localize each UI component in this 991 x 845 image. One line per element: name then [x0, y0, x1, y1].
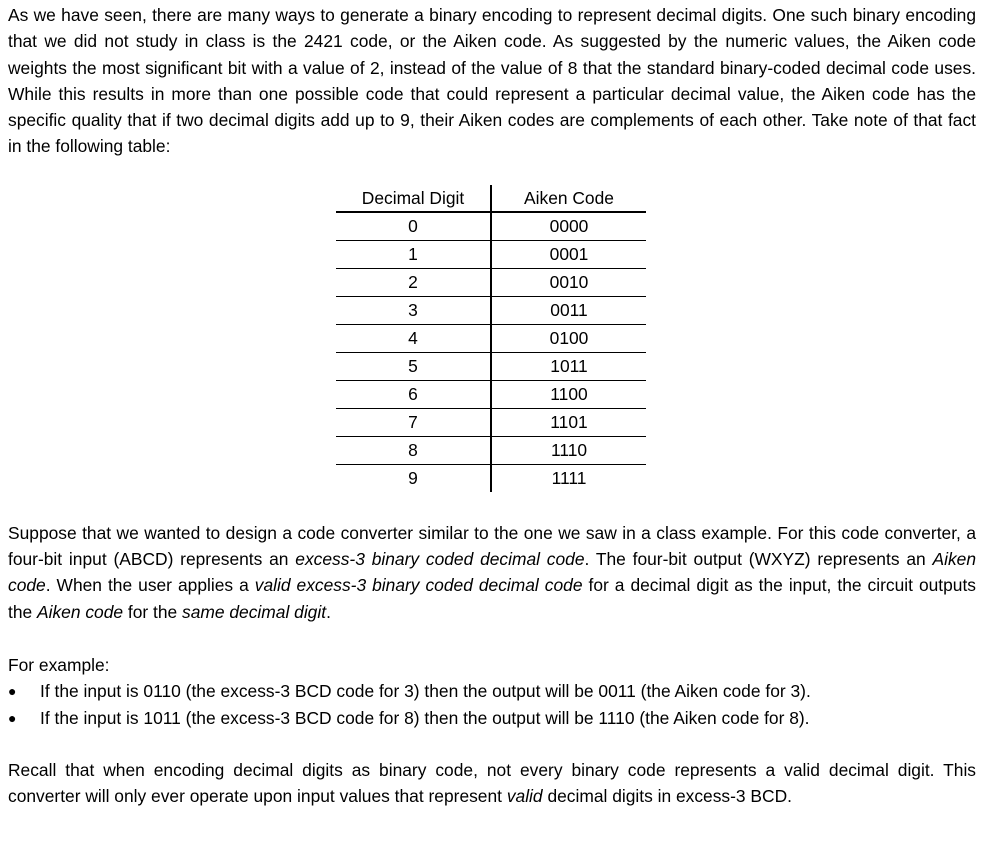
- table-row: [336, 352, 646, 380]
- table-header-row: [336, 185, 646, 212]
- aiken-code-cell: 0000: [491, 212, 646, 241]
- aiken-table-container: [336, 185, 646, 492]
- examples-section: [8, 652, 976, 731]
- converter-emphasis: excess-3 binary coded decimal code: [295, 549, 585, 570]
- aiken-code-cell: 1110: [491, 436, 646, 464]
- aiken-code-cell: 1011: [491, 352, 646, 380]
- example-text: If the input is 1011 (the excess-3 BCD code for 8) then the output will be 1110 (the Aiken code for 8).: [40, 707, 810, 728]
- converter-text: for the: [123, 601, 183, 622]
- recall-text: Recall that when encoding decimal digits as binary code, not every binary code represents a valid decimal digit. This converter will only ever operate upon input values that represent: [8, 759, 976, 807]
- recall-text: decimal digits in excess-3 BCD.: [542, 786, 792, 807]
- table-row: [336, 212, 646, 241]
- table-row: [336, 296, 646, 324]
- converter-emphasis: Aiken code: [8, 549, 976, 596]
- converter-text: for a decimal digit as the input, the circuit outputs the: [8, 575, 976, 622]
- decimal-digit-cell: 3: [336, 296, 491, 324]
- table-row: [336, 380, 646, 408]
- aiken-code-cell: 0010: [491, 268, 646, 296]
- bullet-icon: ●: [8, 683, 17, 700]
- converter-paragraph: [8, 520, 976, 625]
- decimal-digit-cell: 7: [336, 408, 491, 436]
- decimal-digit-cell: 6: [336, 380, 491, 408]
- bullet-icon: ●: [8, 709, 17, 726]
- intro-paragraph: As we have seen, there are many ways to generate a binary encoding to represent decimal digits. One such binary encoding that we did not study in class is the 2421 code, or the Aiken code. As suggested by the numeric values, the Aiken code weights the most significant bit with a value of 2, instead of the value of 8 that the standard binary-coded decimal code uses. While this results in more than one possible code that could represent a particular decimal value, the Aiken code has the specific quality that if two decimal digits add up to 9, their Aiken codes are complements of each other. Take note of that fact in the following table:: [8, 5, 976, 157]
- decimal-digit-cell: 2: [336, 268, 491, 296]
- decimal-digit-cell: 5: [336, 352, 491, 380]
- table-row: [336, 464, 646, 492]
- header-decimal-digit: Decimal Digit: [336, 185, 491, 212]
- table-row: [336, 240, 646, 268]
- document-page: [8, 2, 976, 809]
- converter-emphasis: valid excess-3 binary coded decimal code: [254, 575, 583, 596]
- aiken-code-cell: 0011: [491, 296, 646, 324]
- converter-text: . The four-bit output (WXYZ) represents an: [584, 549, 933, 570]
- converter-text: Suppose that we wanted to design a code converter similar to the one we saw in a class example. For this code converter, a four-bit input (ABCD) represents an: [8, 522, 976, 570]
- example-text: If the input is 0110 (the excess-3 BCD code for 3) then the output will be 0011 (the Aiken code for 3).: [40, 681, 811, 702]
- aiken-code-table: [336, 185, 646, 492]
- aiken-code-cell: 0100: [491, 324, 646, 352]
- recall-paragraph: [8, 757, 976, 810]
- converter-emphasis: same decimal digit: [182, 601, 327, 622]
- decimal-digit-cell: 4: [336, 324, 491, 352]
- list-item: [8, 705, 976, 731]
- converter-emphasis: Aiken code: [37, 601, 124, 622]
- table-row: [336, 268, 646, 296]
- table-row: [336, 324, 646, 352]
- examples-list: [8, 678, 976, 731]
- decimal-digit-cell: 8: [336, 436, 491, 464]
- decimal-digit-cell: 9: [336, 464, 491, 492]
- table-row: [336, 436, 646, 464]
- list-item: [8, 678, 976, 704]
- header-aiken-code: Aiken Code: [491, 185, 646, 212]
- examples-heading: For example:: [8, 654, 110, 675]
- table-row: [336, 408, 646, 436]
- aiken-code-cell: 1111: [551, 468, 587, 489]
- converter-text: . When the user applies a: [45, 575, 255, 596]
- aiken-code-cell: 1100: [491, 380, 646, 408]
- decimal-digit-cell: 1: [336, 240, 491, 268]
- aiken-code-cell: 0001: [491, 240, 646, 268]
- aiken-code-cell: 1101: [491, 408, 646, 436]
- recall-emphasis: valid: [506, 786, 543, 807]
- decimal-digit-cell: 0: [336, 212, 491, 241]
- converter-text: .: [326, 601, 331, 622]
